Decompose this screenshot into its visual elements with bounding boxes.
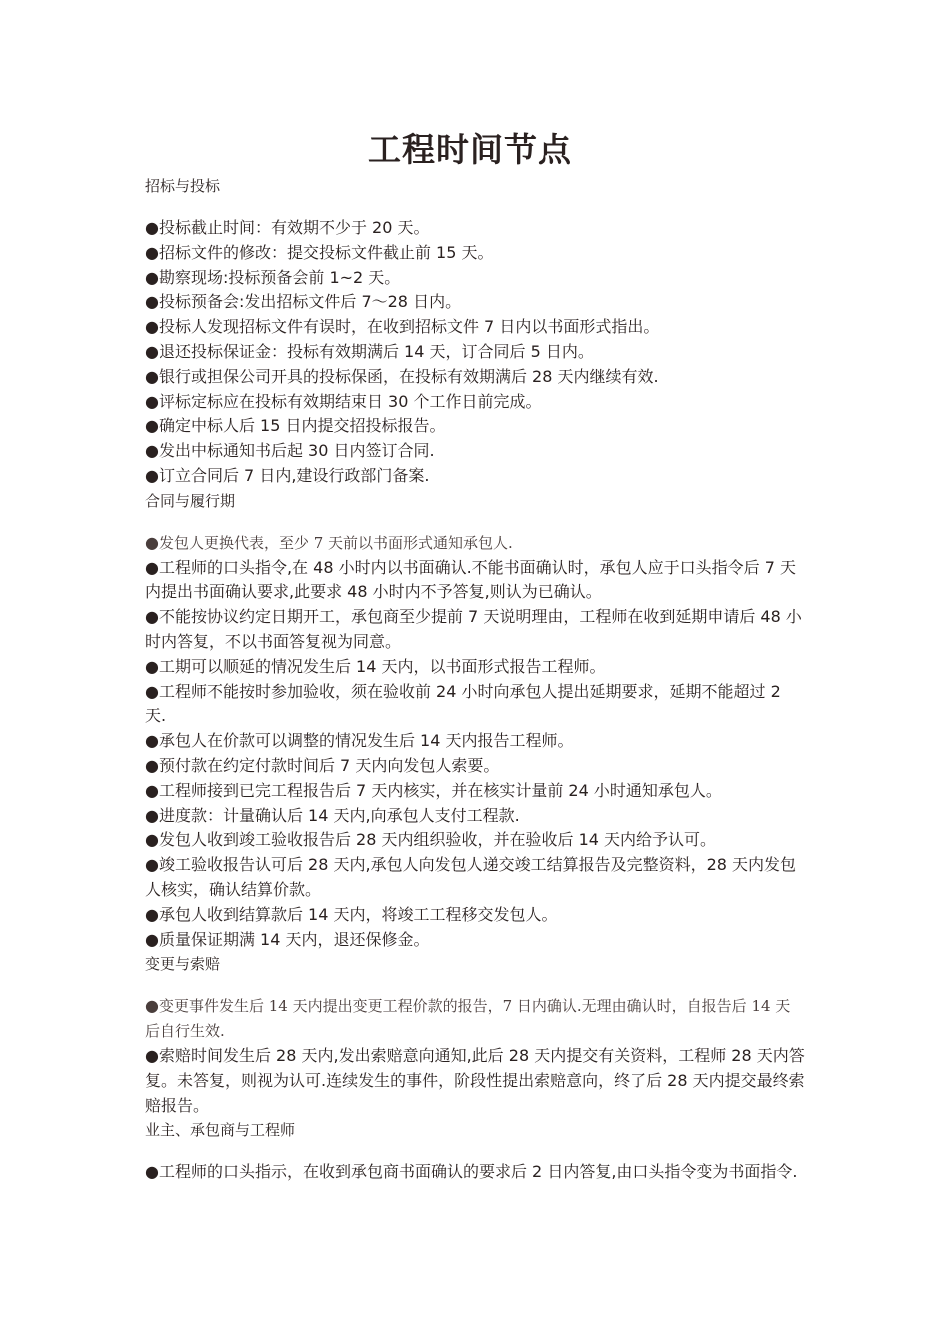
bullet-icon: ● (145, 681, 159, 701)
list-item-text: 工程师的口头指示，在收到承包商书面确认的要求后 2 日内答复,由口头指令变为书面指令. (158, 1162, 798, 1182)
bullet-icon: ● (145, 731, 159, 751)
list-item-text: 投标预备会:发出招标文件后 7～28 日内。 (158, 292, 462, 312)
section-heading: 变更与索赔 (145, 955, 221, 974)
bullet-icon: ● (145, 805, 159, 825)
list-item-text: 竣工验收报告认可后 28 天内,承包人向发包人递交竣工结算报告及完整资料，28 天内发包人核实，确认结算价款。 (145, 855, 797, 899)
list-item (145, 414, 805, 439)
list-item-text: 发包人收到竣工验收报告后 28 天内组织验收，并在验收后 14 天内给予认可。 (158, 830, 717, 850)
list-item (145, 266, 805, 291)
bullet-icon: ● (145, 656, 159, 676)
bullet-icon: ● (145, 780, 159, 800)
bullet-icon: ● (145, 755, 159, 775)
list-item-text: 发出中标通知书后起 30 日内签订合同. (158, 441, 435, 461)
bullet-icon: ● (145, 1045, 159, 1065)
list-item-text: 质量保证期满 14 天内，退还保修金。 (158, 929, 430, 949)
bullet-icon: ● (145, 341, 159, 361)
list-item-text: 订立合同后 7 日内,建设行政部门备案. (158, 465, 430, 485)
list-item (145, 779, 805, 804)
list-item-text: 承包人在价款可以调整的情况发生后 14 天内报告工程师。 (158, 731, 574, 751)
bullet-icon: ● (145, 267, 159, 287)
list-item (145, 340, 805, 365)
list-item-text: 工期可以顺延的情况发生后 14 天内，以书面形式报告工程师。 (158, 656, 606, 676)
document-page (145, 128, 805, 1185)
section-heading: 业主、承包商与工程师 (145, 1121, 296, 1140)
section-gap (145, 976, 805, 994)
list-item-text: 进度款：计量确认后 14 天内,向承包人支付工程款. (158, 805, 520, 825)
list-item (145, 655, 805, 680)
list-item-text: 勘察现场:投标预备会前 1~2 天。 (158, 267, 401, 287)
section-heading: 招标与投标 (145, 177, 221, 195)
bullet-icon: ● (145, 317, 159, 337)
bullet-icon: ● (145, 465, 159, 485)
list-item-text: 工程师接到已完工程报告后 7 天内核实，并在核实计量前 24 小时通知承包人。 (158, 780, 722, 800)
bullet-icon: ● (145, 607, 159, 627)
section-gap (145, 198, 805, 216)
list-item (145, 365, 805, 390)
bullet-icon: ● (145, 366, 159, 386)
bullet-icon: ● (145, 218, 159, 237)
bullet-icon: ● (145, 904, 159, 924)
list-item-text: 招标文件的修改：提交投标文件截止前 15 天。 (158, 242, 494, 262)
section-gap (145, 1142, 805, 1160)
bullet-icon: ● (145, 416, 159, 436)
list-item-text: 变更事件发生后 14 天内提出变更工程价款的报告，7 日内确认.无理由确认时，自报告后 14 天后自行生效. (145, 997, 791, 1041)
list-item-text: 投标人发现招标文件有误时，在收到招标文件 7 日内以书面形式指出。 (158, 317, 660, 337)
list-item (145, 464, 805, 489)
bullet-icon: ● (145, 532, 159, 552)
list-item (145, 994, 805, 1044)
list-item (145, 903, 805, 928)
list-item-text: 投标截止时间：有效期不少于 20 天。 (158, 218, 430, 237)
list-item-text: 评标定标应在投标有效期结束日 30 个工作日前完成。 (158, 391, 542, 411)
list-item (145, 928, 805, 953)
list-item-text: 银行或担保公司开具的投标保函，在投标有效期满后 28 天内继续有效. (158, 366, 659, 386)
bullet-icon: ● (145, 292, 159, 312)
section-heading: 合同与履行期 (145, 491, 236, 510)
list-item (145, 605, 805, 655)
bullet-icon: ● (145, 391, 159, 411)
bullet-icon: ● (145, 855, 159, 875)
list-item-text: 工程师的口头指令,在 48 小时内以书面确认.不能书面确认时，承包人应于口头指令后 7 天内提出书面确认要求,此要求 48 小时内不予答复,则认为已确认。 (145, 557, 797, 602)
list-item-text: 确定中标人后 15 日内提交招投标报告。 (158, 416, 446, 436)
list-item (145, 804, 805, 829)
list-item-text: 索赔时间发生后 28 天内,发出索赔意向通知,此后 28 天内提交有关资料，工程师 28 天内答复。未答复，则视为认可.连续发生的事件，阶段性提出索赔意向，终了后 28 天内提交最终索赔报告。 (145, 1045, 805, 1115)
list-item (145, 531, 805, 556)
page-title: 工程时间节点 (368, 130, 572, 169)
list-item (145, 1044, 805, 1118)
bullet-icon: ● (145, 830, 159, 850)
section-gap (145, 513, 805, 531)
list-item (145, 290, 805, 315)
bullet-icon: ● (145, 557, 159, 577)
list-item (145, 1160, 805, 1185)
list-item-text: 不能按协议约定日期开工，承包商至少提前 7 天说明理由，工程师在收到延期申请后 48 小时内答复，不以书面答复视为同意。 (145, 607, 802, 651)
bullet-icon: ● (145, 242, 159, 262)
list-item-text: 退还投标保证金：投标有效期满后 14 天，订合同后 5 日内。 (158, 341, 594, 361)
list-item (145, 315, 805, 340)
list-item (145, 754, 805, 779)
list-item (145, 439, 805, 464)
list-item (145, 216, 805, 241)
list-item-text: 承包人收到结算款后 14 天内，将竣工工程移交发包人。 (158, 904, 558, 924)
list-item (145, 556, 805, 606)
document-body (145, 174, 805, 1185)
bullet-icon: ● (145, 1162, 159, 1182)
list-item-text: 工程师不能按时参加验收，须在验收前 24 小时向承包人提出延期要求，延期不能超过 2 天. (145, 681, 781, 726)
bullet-icon: ● (145, 996, 159, 1016)
bullet-icon: ● (145, 441, 159, 461)
list-item (145, 729, 805, 754)
list-item-text: 预付款在约定付款时间后 7 天内向发包人索要。 (158, 755, 500, 775)
bullet-icon: ● (145, 929, 159, 949)
list-item-text: 发包人更换代表，至少 7 天前以书面形式通知承包人. (158, 533, 513, 552)
list-item (145, 828, 805, 853)
list-item (145, 853, 805, 903)
list-item (145, 241, 805, 266)
list-item (145, 390, 805, 415)
list-item (145, 680, 805, 730)
